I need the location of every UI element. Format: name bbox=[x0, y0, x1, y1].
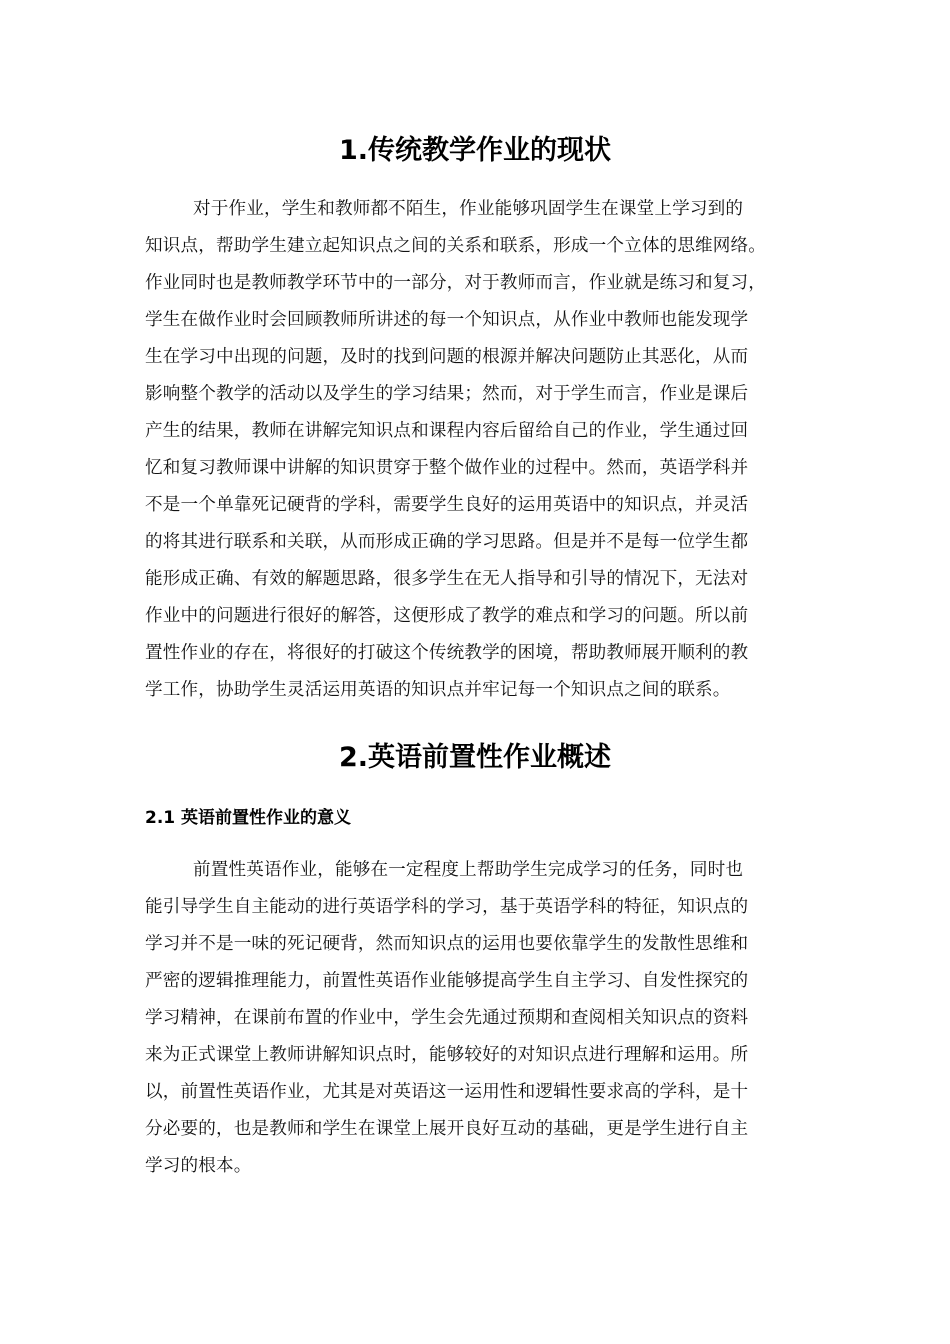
paragraph-line: 来为正式课堂上教师讲解知识点时，能够较好的对知识点进行理解和运用。所 bbox=[145, 1045, 749, 1065]
paragraph-line: 学习的根本。 bbox=[145, 1156, 252, 1176]
section-1-paragraph bbox=[145, 191, 810, 709]
paragraph-line: 不是一个单靠死记硬背的学科，需要学生良好的运用英语中的知识点，并灵活 bbox=[145, 495, 749, 515]
paragraph-line: 能形成正确、有效的解题思路，很多学生在无人指导和引导的情况下，无法对 bbox=[145, 569, 749, 589]
paragraph-line: 分必要的，也是教师和学生在课堂上展开良好互动的基础，更是学生进行自主 bbox=[145, 1119, 749, 1139]
paragraph-line: 作业中的问题进行很好的解答，这便形成了教学的难点和学习的问题。所以前 bbox=[145, 606, 749, 626]
paragraph-line: 产生的结果，教师在讲解完知识点和课程内容后留给自己的作业，学生通过回 bbox=[145, 421, 749, 441]
paragraph-line: 知识点，帮助学生建立起知识点之间的关系和联系，形成一个立体的思维网络。 bbox=[145, 236, 767, 256]
paragraph-line: 学习精神，在课前布置的作业中，学生会先通过预期和查阅相关知识点的资料 bbox=[145, 1008, 749, 1028]
paragraph-line: 学习并不是一味的死记硬背，然而知识点的运用也要依靠学生的发散性思维和 bbox=[145, 934, 749, 954]
paragraph-line: 严密的逻辑推理能力，前置性英语作业能够提高学生自主学习、自发性探究的 bbox=[145, 971, 749, 991]
paragraph-line: 生在学习中出现的问题，及时的找到问题的根源并解决问题防止其恶化，从而 bbox=[145, 347, 749, 367]
paragraph-line: 能引导学生自主能动的进行英语学科的学习，基于英语学科的特征，知识点的 bbox=[145, 897, 749, 917]
paragraph-line: 作业同时也是教师教学环节中的一部分，对于教师而言，作业就是练习和复习， bbox=[145, 273, 767, 293]
paragraph-line: 的将其进行联系和关联，从而形成正确的学习思路。但是并不是每一位学生都 bbox=[145, 532, 749, 552]
paragraph-line: 以，前置性英语作业，尤其是对英语这一运用性和逻辑性要求高的学科，是十 bbox=[145, 1082, 749, 1102]
paragraph-line: 影响整个教学的活动以及学生的学习结果；然而，对于学生而言，作业是课后 bbox=[145, 384, 749, 404]
paragraph-line: 前置性英语作业，能够在一定程度上帮助学生完成学习的任务，同时也 bbox=[193, 860, 744, 880]
subsection-2-1-paragraph bbox=[145, 852, 810, 1185]
section-1-heading: 1.传统教学作业的现状 bbox=[338, 135, 612, 166]
paragraph-line: 对于作业，学生和教师都不陌生，作业能够巩固学生在课堂上学习到的 bbox=[193, 199, 744, 219]
paragraph-line: 学工作，协助学生灵活运用英语的知识点并牢记每一个知识点之间的联系。 bbox=[145, 680, 731, 700]
subsection-2-1-heading: 2.1 英语前置性作业的意义 bbox=[145, 808, 352, 828]
paragraph-line: 学生在做作业时会回顾教师所讲述的每一个知识点，从作业中教师也能发现学 bbox=[145, 310, 749, 330]
paragraph-line: 忆和复习教师课中讲解的知识贯穿于整个做作业的过程中。然而，英语学科并 bbox=[145, 458, 749, 478]
paragraph-line: 置性作业的存在，将很好的打破这个传统教学的困境，帮助教师展开顺利的教 bbox=[145, 643, 749, 663]
section-2-heading: 2.英语前置性作业概述 bbox=[338, 742, 612, 773]
